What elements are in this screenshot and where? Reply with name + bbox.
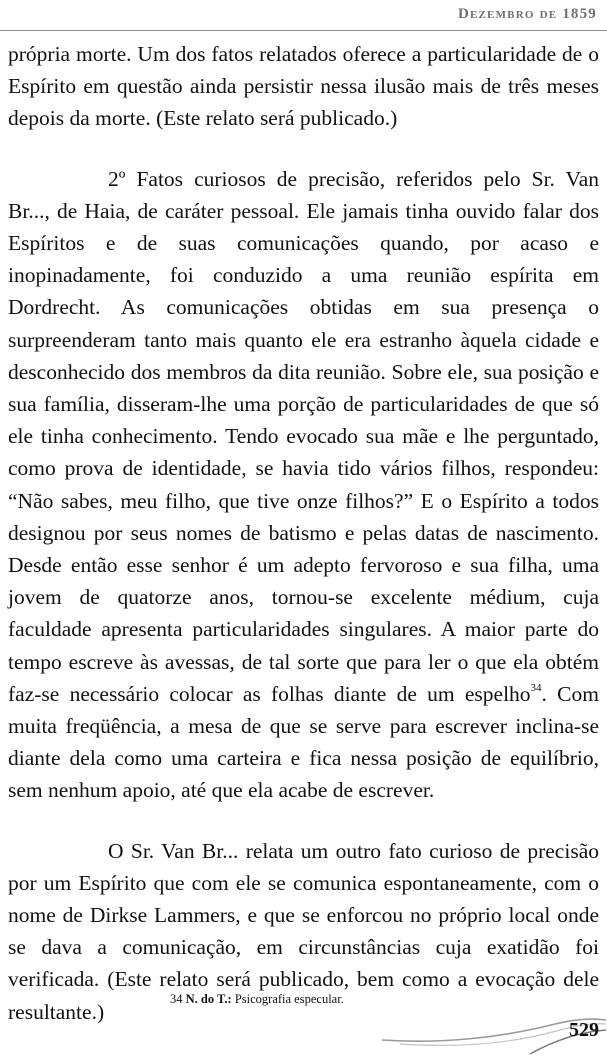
paragraph-spacer — [8, 135, 599, 163]
paragraph-1: própria morte. Um dos fatos relatados oferece a particularidade de o Espírito em questão ainda persistir nessa ilusão mais de três meses depois da morte. (Este relato será publicado.) — [8, 42, 599, 131]
header-rule — [0, 30, 607, 31]
footnote — [170, 992, 344, 1007]
footnote-number: 34 — [170, 992, 183, 1006]
item-marker: 2º — [108, 166, 126, 191]
paragraph-2 — [8, 163, 599, 807]
running-title: Dezembro de 1859 — [457, 6, 597, 22]
paragraph-spacer — [8, 807, 599, 835]
footnote-text: Psicografia especular. — [234, 992, 344, 1006]
page-number: 529 — [569, 1019, 599, 1041]
footnote-reference[interactable]: 34 — [530, 681, 542, 694]
footnote-label: N. do T.: — [185, 992, 232, 1006]
paragraph-2-text-continued: . Com muita freqüência, a mesa de que se serve para escrever inclina-se diante dela como uma carteira e fica nessa posição de equilíbrio, sem nenhum apoio, até que ela acabe de escrever. — [8, 681, 599, 803]
running-header — [0, 6, 597, 23]
paragraph-2-text: Fatos curiosos de precisão, referidos pelo Sr. Van Br..., de Haia, de caráter pessoal. Ele jamais tinha ouvido falar dos Espíritos e de suas comunicações quando, por acaso e inopinadamente, foi conduzido a uma reunião espírita em Dordrecht. As comunicações obtidas em sua presença o surpreenderam tanto mais quanto ele era estranho àquela cidade e desconhecido dos membros da dita reunião. Sobre ele, sua posição e sua família, disseram-lhe uma porção de particularidades de que só ele tinha conhecimento. Tendo evocado sua mãe e lhe perguntado, como prova de identidade, se havia tido vários filhos, respondeu: “Não sabes, meu filho, que tive onze filhos?” E o Espírito a todos designou por seus nomes de batismo e pelas datas de nascimento. Desde então esse senhor é um adepto fervoroso e sua filha, uma jovem de quatorze anos, tornou-se excelente médium, cuja faculdade apresenta particularidades singulares. A maior parte do tempo escreve às avessas, de tal sorte que para ler o que ela obtém faz-se necessário colocar as folhas diante de um espelho — [8, 166, 599, 706]
paragraph-3: O Sr. Van Br... relata um outro fato curioso de precisão por um Espírito que com ele se comunica espontaneamente, com o nome de Dirkse Lammers, e que se enforcou no próprio local onde se dava a comunicação, em circunstâncias cuja exatidão foi verificada. (Este relato será publicado, bem como a evocação dele resultante.) — [8, 838, 599, 1024]
main-text — [8, 38, 599, 1028]
